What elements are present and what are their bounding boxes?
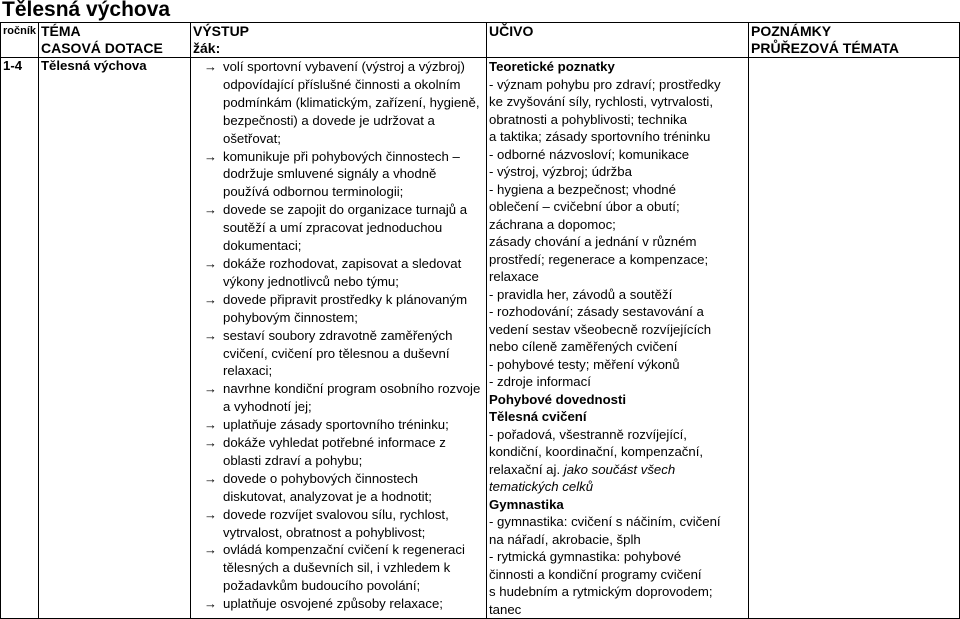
rocnik-cell: 1-4 [1,58,39,619]
ucivo-line: tematických celků [489,479,594,494]
header-vystup-line1: VÝSTUP [193,23,250,39]
curriculum-table [0,22,960,619]
ucivo-line: - pohybové testy; měření výkonů [489,356,680,372]
ucivo-line: - odborné názvosloví; komunikace [489,146,690,162]
ucivo-line: obratnosti a pohyblivosti; technika [489,111,687,127]
vystup-list [193,58,484,613]
arrow-right-icon: → [204,59,217,74]
header-tema-line2: CASOVÁ DOTACE [41,40,163,56]
page-title: Tělesná výchova [2,0,171,21]
ucivo-line: - gymnastika: cvičení s náčiním, cvičení [489,514,721,529]
vystup-cell [191,58,487,619]
arrow-right-icon: → [204,291,217,307]
arrow-right-icon: → [204,417,217,433]
ucivo-line: zásady chování a jednání v různém [489,234,697,249]
ucivo-line: - rozhodování; zásady sestavování a [489,304,704,319]
vystup-text: sestaví soubory zdravotně zaměřených cvičení, cvičení pro tělesnou a duševní relaxaci; [223,327,453,379]
ucivo-line: oblečení – cvičební úbor a obutí; [489,199,680,214]
header-vystup-line2: žák: [193,40,221,56]
ucivo-line: a taktika; zásady sportovního tréninku [489,129,711,144]
vystup-text: dokáže rozhodovat, zapisovat a sledovat výkony jednotlivců nebo týmu; [223,255,462,289]
header-tema-line1: TÉMA [41,23,81,39]
vystup-item [204,327,484,381]
vystup-text: dovede rozvíjet svalovou sílu, rychlost, vytrvalost, obratnost a pohyblivost; [223,506,449,540]
arrow-right-icon: → [204,542,217,558]
poznamky-cell [749,58,960,619]
ucivo-line: ke zvyšování síly, rychlosti, vytrvalosti, [489,94,713,109]
vystup-text: uplatňuje osvojené způsoby relaxace; [223,596,443,612]
ucivo-cell [487,58,749,619]
ucivo-line: - pořadová, všestranně rozvíjející, [489,426,687,442]
header-ucivo: UČIVO [487,23,749,58]
ucivo-line: činnosti a kondiční programy cvičení [489,566,702,582]
vystup-item [204,255,484,291]
vystup-text: navrhne kondiční program osobního rozvoje a vyhodnotí jej; [223,381,481,415]
ucivo-line: záchrana a dopomoc; [489,216,616,232]
ucivo-heading: Tělesná cvičení [489,409,587,424]
arrow-right-icon: → [204,327,217,343]
vystup-text: dokáže vyhledat potřebné informace z oblasti zdraví a pohybu; [223,435,446,468]
arrow-right-icon: → [204,255,217,271]
header-vystup [191,23,487,58]
vystup-item [204,434,484,470]
vystup-item [204,416,484,434]
arrow-right-icon: → [204,506,217,522]
header-poznamky-line1: POZNÁMKY [751,23,832,39]
vystup-text: dovede o pohybových činnostech diskutovat, analyzovat je a hodnotit; [223,470,432,504]
vystup-text: volí sportovní vybavení (výstroj a výzbroj) odpovídající příslušné činnosti a okolním podmínkám (klimatickým, zařízení, hygieně, bezpečnosti) a dovede je udržovat a ošetřovat; [223,59,480,146]
ucivo-line: prostředí; regenerace a kompenzace; [489,251,709,267]
vystup-text: dovede se zapojit do organizace turnajů a soutěží a umí zpracovat jednoduchou dokumentaci; [223,202,468,254]
arrow-right-icon: → [204,148,217,164]
ucivo-heading: Pohybové dovednosti [489,391,627,407]
vystup-item [204,380,484,416]
ucivo-line: - rytmická gymnastika: pohybové [489,549,682,564]
ucivo-line: relaxace [489,269,539,284]
ucivo-line: - zdroje informací [489,374,591,389]
ucivo-line: na nářadí, akrobacie, šplh [489,531,641,547]
ucivo-line: tanec [489,601,522,617]
tema-cell: Tělesná výchova [39,58,191,619]
ucivo-line: - výstroj, výzbroj; údržba [489,164,632,179]
arrow-right-icon: → [204,596,217,612]
ucivo-line: kondiční, koordinační, kompenzační, [489,444,704,459]
vystup-item [204,148,484,202]
header-tema [39,23,191,58]
ucivo-line: - význam pohybu pro zdraví; prostředky [489,76,721,92]
header-poznamky-line2: PRŮŘEZOVÁ TÉMATA [751,40,900,56]
vystup-text: dovede připravit prostředky k plánovaným pohybovým činnostem; [223,291,468,325]
vystup-text: komunikuje při pohybových činnostech – dodržuje smluvené signály a vhodně používá odbornou terminologii; [223,148,460,200]
arrow-right-icon: → [204,381,217,397]
ucivo-line: - pravidla her, závodů a soutěží [489,286,673,302]
ucivo-line: s hudebním a rytmickým doprovodem; [489,584,713,599]
header-poznamky [749,23,960,58]
arrow-right-icon: → [204,470,217,486]
header-row [1,23,960,58]
ucivo-heading: Teoretické poznatky [489,59,615,74]
vystup-item [204,506,484,542]
ucivo-line: - hygiena a bezpečnost; vhodné [489,181,676,197]
vystup-item [204,201,484,255]
header-rocnik: ročník [1,23,39,58]
ucivo-heading: Gymnastika [489,496,564,512]
vystup-text: uplatňuje zásady sportovního tréninku; [223,417,449,433]
vystup-item [204,291,484,327]
arrow-right-icon: → [204,435,217,451]
content-row [1,58,960,619]
vystup-text: ovládá kompenzační cvičení k regeneraci tělesných a duševních sil, i vzhledem k požadavkům budoucího povolání; [223,542,465,594]
vystup-item [204,541,484,595]
ucivo-line: nebo cíleně zaměřených cvičení [489,339,678,354]
vystup-item [204,595,484,613]
vystup-item [204,58,484,148]
arrow-right-icon: → [204,202,217,218]
ucivo-line: vedení sestav všeobecně rozvíjejících [489,321,712,337]
vystup-item [204,470,484,506]
ucivo-line: relaxační aj. jako součást všech [489,461,676,477]
